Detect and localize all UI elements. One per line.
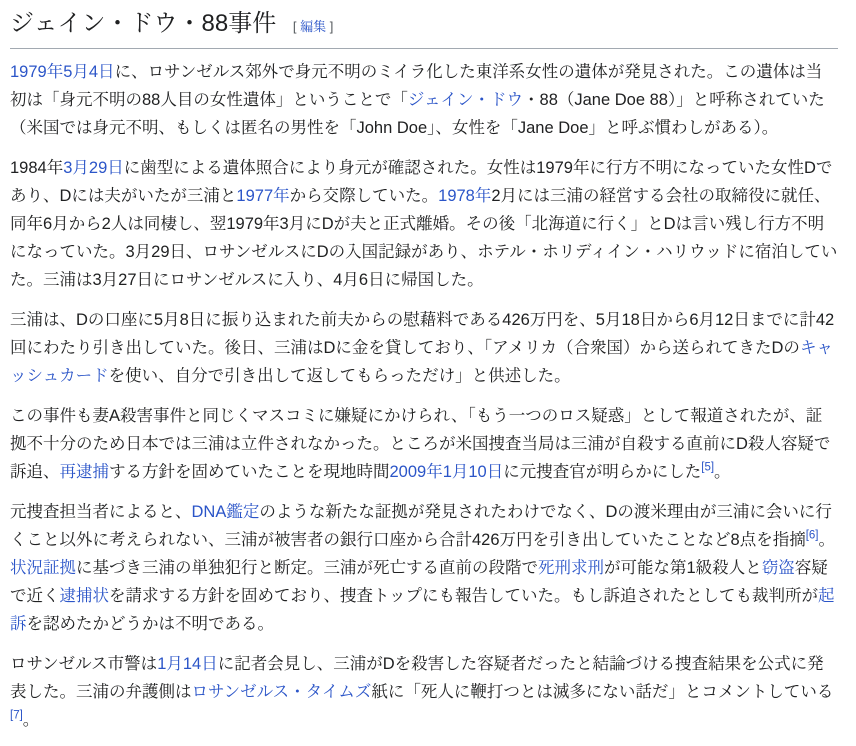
- wiki-link[interactable]: 状況証拠: [10, 559, 76, 578]
- section-heading: [10, 4, 838, 49]
- article-body: [10, 58, 838, 734]
- wiki-link[interactable]: 窃盗: [761, 559, 795, 578]
- wiki-link[interactable]: ジェイン・ドウ: [407, 91, 524, 110]
- text-run: 容疑で近く: [10, 559, 828, 606]
- wiki-link[interactable]: 逮捕状: [59, 587, 109, 606]
- text-run: 。: [714, 463, 731, 482]
- wiki-link[interactable]: 2009年1月10日: [389, 463, 504, 482]
- text-run: ロサンゼルス市警は: [10, 655, 158, 674]
- wiki-link[interactable]: 1977年: [236, 187, 290, 206]
- text-run: を認めたかどうかは不明である。: [26, 615, 274, 634]
- wiki-link[interactable]: 3月29日: [63, 159, 124, 178]
- text-run: を請求する方針を固めており、捜査トップにも報告していた。もし訴追されたとしても裁判所が: [109, 587, 819, 606]
- text-run: に基づき三浦の単独犯行と断定。三浦が死亡する直前の段階で: [76, 559, 538, 578]
- wiki-link[interactable]: 死刑求刑: [538, 559, 604, 578]
- text-run: に記者会見し、三浦がDを殺害した容疑者だったと結論づける捜査結果を公式に発表した。三浦の弁護側は: [10, 655, 824, 702]
- reference-sup: [806, 530, 819, 542]
- edit-bracket-close: ]: [329, 19, 334, 34]
- edit-link[interactable]: 編集: [300, 19, 327, 34]
- text-run: する方針を固めていたことを現地時間: [109, 463, 390, 482]
- text-run: 。: [22, 711, 40, 730]
- wiki-link[interactable]: 1月14日: [157, 655, 218, 674]
- paragraph: [10, 402, 838, 486]
- reference-sup: [10, 710, 23, 722]
- text-run: から交際していた。: [289, 187, 439, 206]
- text-run: 1984年: [10, 159, 64, 178]
- text-run: 。: [818, 531, 836, 550]
- text-run: この事件も妻A殺害事件と同じくマスコミに嫌疑にかけられ、「もう一つのロス疑惑」として報道されたが、証拠不十分のため日本では三浦は立件されなかった。ところが米国捜査当局は三浦が自殺する直前にD殺人容疑で訴追、: [10, 407, 831, 482]
- text-run: に歯型による遺体照合により身元が確認された。女性は1979年に行方不明になっていた女性Dであり、Dには夫がいたが三浦と: [10, 159, 833, 206]
- wiki-link[interactable]: 1978年: [438, 187, 492, 206]
- wiki-link[interactable]: 起訴: [10, 587, 835, 634]
- text-run: を使い、自分で引き出して返してもらっただけ」と供述した。: [108, 367, 571, 386]
- section-title: ジェイン・ドウ・88事件: [10, 10, 277, 37]
- paragraph: [10, 650, 838, 734]
- reference-link[interactable]: [7]: [10, 709, 23, 722]
- paragraph: [10, 306, 838, 390]
- reference-sup: [701, 462, 714, 474]
- text-run: に、ロサンゼルス郊外で身元不明のミイラ化した東洋系女性の遺体が発見された。この遺体は当初は「身元不明の88人目の女性遺体」ということで「: [10, 63, 823, 110]
- wiki-link[interactable]: 1979年5月4日: [10, 63, 115, 82]
- text-run: ・88（Jane Doe 88）」と呼称されていた（米国では身元不明、もしくは匿名の男性を「John Doe」、女性を「Jane Doe」と呼ぶ慣わしがある）。: [10, 91, 825, 138]
- edit-bracket-open: [: [292, 19, 297, 34]
- wiki-link[interactable]: ロサンゼルス・タイムズ: [191, 683, 372, 702]
- edit-section: [293, 19, 334, 34]
- wiki-link[interactable]: キャッシュカード: [10, 339, 833, 386]
- text-run: 2月には三浦の経営する会社の取締役に就任、同年6月から2人は同棲し、翌1979年3月にDが夫と正式離婚。その後「北海道に行く」とDは言い残し行方不明になっていた。3月29日、ロサンゼルスにDの入国記録があり、ホテル・ホリディイン・ハリウッドに宿泊していた。三浦は3月27日にロサンゼルスに入り、4月6日に帰国した。: [10, 187, 838, 290]
- reference-link[interactable]: [5]: [701, 461, 715, 474]
- text-run: に元捜査官が明らかにした: [503, 463, 702, 482]
- text-run: のような新たな証拠が発見されたわけでなく、Dの渡米理由が三浦に会いに行くこと以外に考えられない、三浦が被害者の銀行口座から合計426万円を引き出していたことなど8点を指摘: [10, 503, 832, 550]
- paragraph: [10, 58, 838, 142]
- wiki-link[interactable]: DNA鑑定: [191, 503, 260, 522]
- text-run: 三浦は、Dの口座に5月8日に振り込まれた前夫からの慰藉料である426万円を、5月18日から6月12日までに計42回にわたり引き出していた。後日、三浦はDに金を貸しており、「アメリカ（合衆国）から送られてきたDの: [10, 311, 835, 358]
- wiki-link[interactable]: 再逮捕: [59, 463, 109, 482]
- text-run: 紙に「死人に鞭打つとは滅多にない話だ」とコメントしている: [371, 683, 834, 702]
- paragraph: [10, 498, 838, 638]
- reference-link[interactable]: [6]: [805, 529, 819, 542]
- text-run: 元捜査担当者によると、: [10, 503, 192, 522]
- paragraph: [10, 154, 838, 294]
- text-run: が可能な第1級殺人と: [604, 559, 762, 578]
